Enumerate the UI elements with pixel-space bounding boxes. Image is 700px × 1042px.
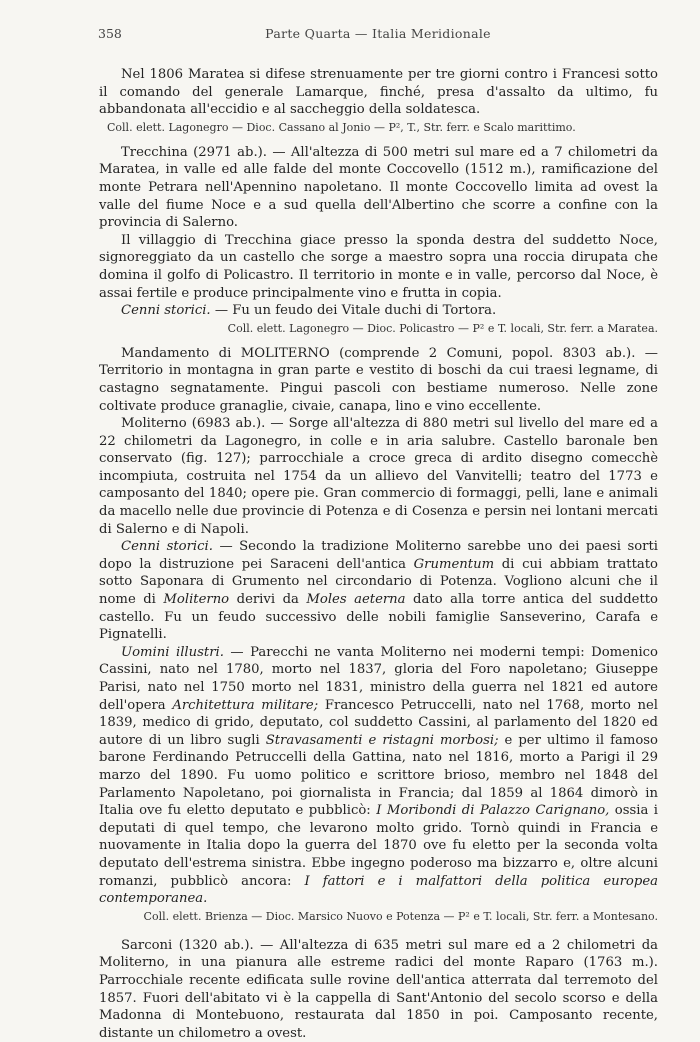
electoral-note-trecchina: Coll. elett. Lagonegro — Dioc. Policastro — P² e T. locali, Str. ferr. a Maratea.	[227, 321, 658, 335]
body-text	[99, 66, 658, 1042]
paragraph-trecchina-intro: Trecchina (2971 ab.). — All'altezza di 500 metri sul mare ed a 7 chilometri da Maratea, in valle ed alle falde del monte Coccovello (1512 m.), ramificazione del monte Petrara nell'Apennino napoletano. Il monte Coccovello limita ad ovest la valle del fiume Noce e a sud quella dell'Albertino che scorre a confine con la provincia di Salerno.	[99, 144, 658, 231]
page-number: 358	[98, 26, 122, 41]
paragraph-moliterno-intro: Moliterno (6983 ab.). — Sorge all'altezza di 880 metri sul livello del mare ed a 22 chilometri da Lagonegro, in colle e in aria salubre. Castello baronale ben conservato (fig. 127); parrocchiale a croce greca di ardito disegno comecchè incompiuta, costruita nel 1754 da un allievo del Vanvitelli; teatro del 1773 e camposanto del 1840; opere pie. Gran commercio di formaggi, pelli, lane e animali da macello nelle due provincie di Potenza e di Cosenza e persin nei lontani mercati di Salerno e di Napoli.	[99, 416, 658, 537]
paragraph-sarconi: Sarconi (1320 ab.). — All'altezza di 635 metri sul mare ed a 2 chilometri da Moliterno, in una pianura alle estreme radici del monte Raparo (1763 m.). Parrocchiale recente edificata sulle rovine dell'antica atterrata dal terremoto del 1857. Fuori dell'abitato vi è la cappella di Sant'Antonio del secolo scorso e della Madonna di Montebuono, restaurata dal 1850 in poi. Camposanto recente, distante un chilometro a ovest.	[99, 937, 658, 1041]
running-title: Parte Quarta — Italia Meridionale	[265, 26, 491, 41]
paragraph-moliterno-history: Cenni storici. — Secondo la tradizione Moliterno sarebbe uno dei paesi sorti dopo la distruzione pei Saraceni dell'antica Grumentum di cui abbiam trattato sotto Saponara di Grumento nel circondario di Potenza. Vogliono alcuni che il nome di Moliterno derivi da Moles aeterna dato alla torre antica del suddetto castello. Fu un feudo successivo delle nobili famiglie Sanseverino, Carafa e Pignatelli.	[99, 539, 658, 643]
running-header	[98, 26, 658, 44]
electoral-note-moliterno: Coll. elett. Brienza — Dioc. Marsico Nuovo e Potenza — P² e T. locali, Str. ferr. a Montesano.	[143, 909, 658, 923]
paragraph-mandamento-moliterno: Mandamento di MOLITERNO (comprende 2 Comuni, popol. 8303 ab.). — Territorio in montagna in gran parte e vestito di boschi da cui traesi legname, di castagno segnatamente. Pingui pascoli con bestiame numeroso. Nelle zone coltivate produce granaglie, civaie, canapa, lino e vino eccellente.	[99, 345, 658, 414]
paragraph-maratea: Nel 1806 Maratea si difese strenuamente per tre giorni contro i Francesi sotto il comando del generale Lamarque, finché, presa d'assalto da ultimo, fu abbandonata all'eccidio e al saccheggio della soldatesca.	[99, 67, 658, 118]
section-label-uomini-illustri: Uomini illustri.	[121, 644, 224, 660]
paragraph-trecchina-village: Il villaggio di Trecchina giace presso la sponda destra del suddetto Noce, signoreggiato da un castello che sorge a maestro sopra una roccia dirupata che domina il golfo di Policastro. Il territorio in monte e in valle, percorso dal Noce, è assai fertile e produce principalmente vino e frutta in copia.	[99, 232, 658, 301]
paragraph-moliterno-notable-people: Uomini illustri. — Parecchi ne vanta Moliterno nei moderni tempi: Domenico Cassini, nato nel 1780, morto nel 1837, gloria del Foro napoletano; Giuseppe Parisi, nato nel 1750 morto nel 1831, ministro della guerra nel 1821 ed autore dell'opera Architettura militare; Francesco Petruccelli, nato nel 1768, morto nel 1839, medico di grido, deputato, col suddetto Cassini, al parlamento del 1820 ed autore di un libro sugli Stravasamenti e ristagni morbosi; e per ultimo il famoso barone Ferdinando Petruccelli della Gattina, nato nel 1816, morto a Parigi il 29 marzo del 1890. Fu uomo politico e scrittore brioso, membro nel 1848 del Parlamento Napoletano, poi giornalista in Francia; dal 1859 al 1864 dimorò in Italia ove fu eletto deputato e pubblicò: I Moribondi di Palazzo Carignano, ossia i deputati di quel tempo, che levarono molto grido. Tornò quindi in Francia e nuovamente in Italia dopo la guerra del 1870 ove fu eletto per la seconda volta deputato dell'estrema sinistra. Ebbe ingegno poderoso ma bizzarro e, oltre alcuni romanzi, pubblicò ancora: I fattori e i malfattori della politica europea contemporanea.	[99, 644, 659, 907]
paragraph-trecchina-history: Cenni storici. — Fu un feudo dei Vitale duchi di Tortora.	[121, 303, 497, 319]
electoral-note-maratea: Coll. elett. Lagonegro — Dioc. Cassano al Jonio — P², T., Str. ferr. e Scalo marittimo.	[107, 120, 576, 134]
section-label-cenni-storici: Cenni storici.	[121, 303, 211, 319]
section-label-cenni-storici: Cenni storici.	[121, 539, 213, 555]
